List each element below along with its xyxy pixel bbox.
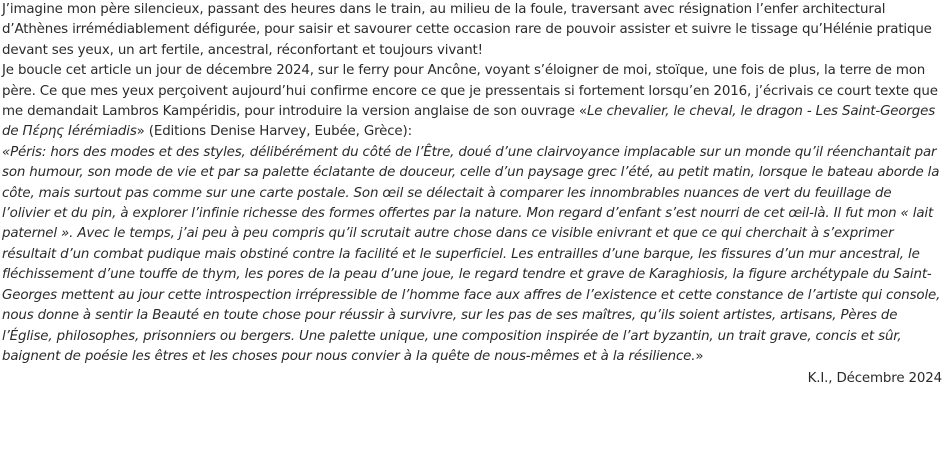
paragraph-father-train: J’imagine mon père silencieux, passant des heures dans le train, au milieu de la foule, traversant avec résignation l’enfer architectural d’Athènes irrémédiablement défigurée, pour saisir et savourer cette occasion rare de pouvoir assister et suivre le tissage qu’Hélénie pratique devant ses yeux, un art fertile, ancestral, réconfortant et toujours vivant! bbox=[2, 2, 932, 58]
paragraph-ferry-ancona bbox=[2, 61, 942, 143]
quote-body: «Péris: hors des modes et des styles, délibérément du côté de l’Être, doué d’une clairvoyance implacable sur un monde qu’il réenchantait par son humour, son mode de vie et par sa palette éclatante de douceur, celle d’un paysage grec l’été, au petit matin, lorsque le bateau aborde la côte, mais surtout pas comme sur une carte postale. Son œil se délectait à comparer les innombrables nuances de vert du feuillage de l’olivier et du pin, à explorer l’infinie richesse des formes offertes par la nature. Mon regard d’enfant s’est nourri de cet œil-là. Il fut mon « lait paternel ». Avec le temps, j’ai peu à peu compris qu’il scrutait autre chose dans ce visible enivrant et que ce qui cherchait à s’exprimer résultait d’un combat pudique mais obstiné contre la facilité et le superficiel. Les entrailles d’une barque, les fissures d’un mur ancestral, le fléchissement d’une touffe de thym, les pores de la peau d’une joue, le regard tendre et grave de Karaghiosis, la figure archétypale du Saint-Georges mettent au jour cette introspection irrépressible de l’homme face aux affres de l’existence et cette constance de l’artiste qui console, nous donne à sentir la Beauté en toute chose pour réussir à survivre, sur les pas de ses maîtres, qu’ils soient artistes, artisans, Pères de l’Église, philosophes, prisonniers ou bergers. Une palette unique, une composition inspirée de l’art byzantin, un trait grave, concis et sûr, baignent de poésie les êtres et les choses pour nous convier à la quête de nous-mêmes et à la résilience. bbox=[2, 144, 941, 364]
signature: K.I., Décembre 2024 bbox=[807, 371, 942, 387]
paragraph-publisher-text: » (Editions Denise Harvey, Eubée, Grèce): bbox=[136, 124, 412, 140]
article-body bbox=[2, 0, 942, 390]
paragraph-intro-text: Je boucle cet article un jour de décembre 2024, sur le ferry pour Ancône, voyant s’éloigner de moi, stoïque, une fois de plus, la terre de mon père. Ce que mes yeux perçoivent aujourd’hui confirme encore ce que je pressentais si fortement lorsqu’en 2016, j’écrivais ce court texte que me demandait Lambros Kampéridis, pour introduire la version anglaise de son ouvrage « bbox=[2, 63, 938, 120]
book-title: Le chevalier, le cheval, le dragon - Les Saint-Georges de Πέρης Ιérémiadis bbox=[2, 104, 936, 140]
quote-close: » bbox=[695, 348, 704, 364]
quoted-text bbox=[2, 143, 942, 367]
